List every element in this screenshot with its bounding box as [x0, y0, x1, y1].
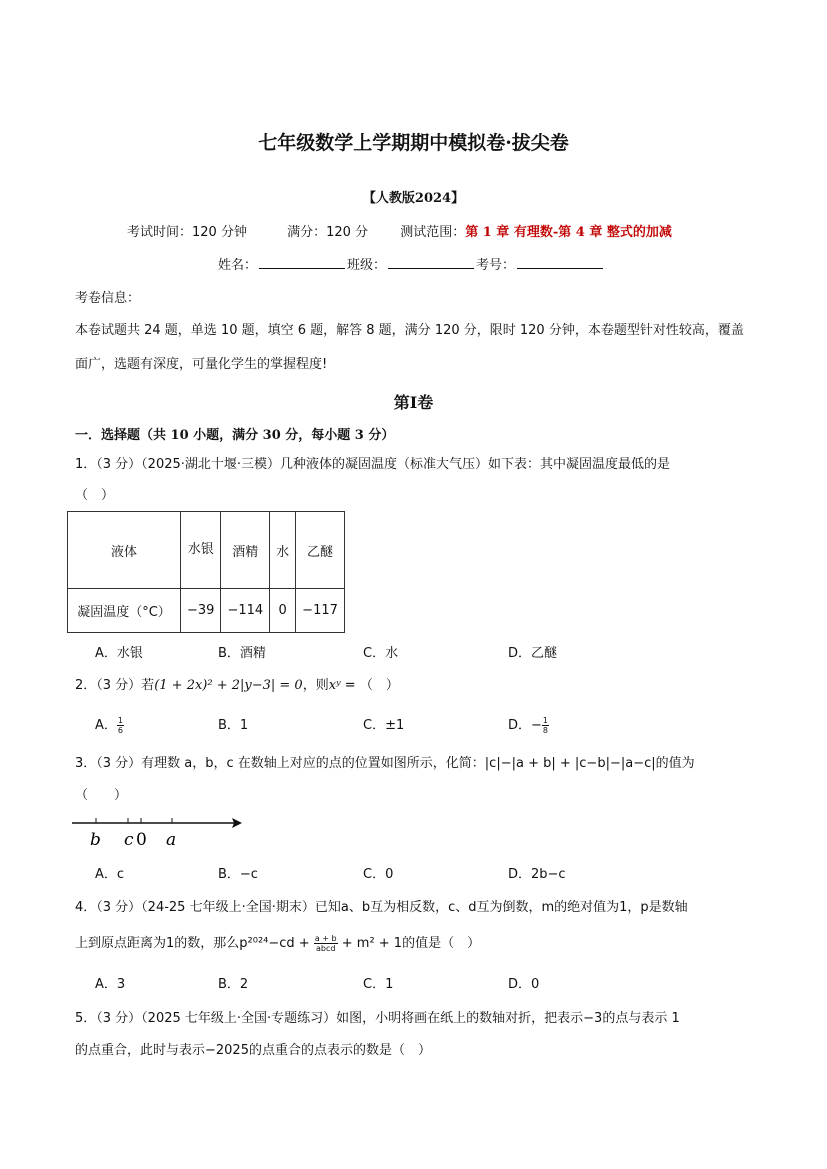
range-label: 测试范围： — [400, 225, 466, 240]
fraction — [117, 716, 124, 735]
table-header: 乙醚 — [296, 512, 345, 589]
q1-option-c[interactable]: C．水 — [363, 646, 399, 661]
question-1-stem: 1．（3 分）（2025·湖北十堰·三模）几种液体的凝固温度（标准大气压）如下表：其中凝固温度最低的是 — [75, 457, 671, 472]
numerator: 1 — [117, 716, 123, 725]
formula: xʸ — [328, 678, 341, 693]
table-cell: −39 — [181, 589, 221, 633]
question-1-blank: （ ） — [75, 488, 115, 503]
q4-option-b[interactable]: B．2 — [218, 977, 249, 992]
number-line-figure — [70, 815, 250, 855]
edition-label: 【人教版2024】 — [362, 191, 465, 206]
full-score: 满分：120 分 — [287, 225, 369, 240]
class-field[interactable] — [388, 256, 474, 269]
table-cell: −114 — [221, 589, 270, 633]
numerator: 1 — [542, 716, 548, 725]
info-text: 本卷试题共 24 题，单选 10 题，填空 6 题，解答 8 题，满分 120 分，限时 120 分钟，本卷题型针对性较高，覆盖 — [75, 323, 744, 338]
student-fields — [218, 254, 605, 273]
info-text-cont: 面广，选题有深度，可量化学生的掌握程度! — [75, 357, 328, 372]
question-4-stem: 4．（3 分）（24-25 七年级上·全国·期末）已知a、b互为相反数，c、d互为倒数，m的绝对值为1，p是数轴 — [75, 900, 688, 915]
axis-label-c: c — [124, 830, 134, 850]
q3-option-c[interactable]: C．0 — [363, 867, 394, 882]
denominator: abcd — [315, 944, 336, 953]
info-label: 考卷信息： — [75, 291, 141, 306]
question-3-blank: （ ） — [75, 788, 128, 803]
q2-option-a[interactable] — [95, 714, 124, 735]
table-cell: −117 — [296, 589, 345, 633]
number-label: 考号： — [476, 258, 516, 273]
stem-text: 2．（3 分）若 — [75, 678, 155, 693]
q4-option-d[interactable]: D．0 — [508, 977, 540, 992]
q1-option-b[interactable]: B．酒精 — [218, 646, 266, 661]
question-3-stem: 3．（3 分）有理数 a，b，c 在数轴上对应的点的位置如图所示，化简：|c|−|a + b| + |c−b|−|a−c|的值为 — [75, 756, 695, 771]
question-5-stem-cont: 的点重合，此时与表示−2025的点重合的点表示的数是（ ） — [75, 1043, 431, 1058]
fraction — [314, 934, 338, 953]
table-header: 水银 — [181, 512, 221, 589]
range-value: 第 1 章 有理数-第 4 章 整式的加减 — [465, 225, 672, 240]
section-header: 一．选择题（共 10 小题，满分 30 分，每小题 3 分） — [75, 428, 395, 443]
q2-option-c[interactable]: C．±1 — [363, 718, 405, 733]
axis-label-b: b — [90, 830, 101, 850]
q3-option-d[interactable]: D．2b−c — [508, 867, 566, 882]
table-cell: 0 — [270, 589, 296, 633]
table-header: 水 — [270, 512, 296, 589]
name-field[interactable] — [259, 256, 345, 269]
stem-text: ，则 — [302, 678, 329, 693]
stem-text: + m² + 1的值是（ ） — [341, 936, 481, 951]
axis-label-a: a — [166, 830, 177, 850]
option-label: A． — [95, 718, 117, 733]
q2-option-d[interactable] — [508, 714, 549, 735]
table-header: 液体 — [68, 512, 181, 589]
stem-text: = （ ） — [340, 678, 399, 693]
q2-option-b[interactable]: B．1 — [218, 718, 249, 733]
stem-text: 上到原点距离为1的数，那么p²⁰²⁴−cd + — [75, 936, 310, 951]
q3-option-a[interactable]: A．c — [95, 867, 125, 882]
number-field[interactable] — [517, 256, 603, 269]
question-5-stem: 5．（3 分）（2025 七年级上·全国·专题练习）如图，小明将画在纸上的数轴对折，把表示−3的点与表示 1 — [75, 1011, 680, 1026]
q3-option-b[interactable]: B．−c — [218, 867, 258, 882]
formula: (1 + 2x)² + 2|y−3| = 0 — [154, 678, 303, 693]
exam-time: 考试时间：120 分钟 — [127, 225, 247, 240]
q4-option-c[interactable]: C．1 — [363, 977, 394, 992]
q4-option-a[interactable]: A．3 — [95, 977, 126, 992]
numerator: a + b — [314, 934, 337, 943]
denominator: 8 — [542, 726, 548, 735]
name-label: 姓名： — [218, 258, 258, 273]
axis-label-0: 0 — [136, 830, 147, 850]
option-label: D．− — [508, 718, 542, 733]
table-header: 酒精 — [221, 512, 270, 589]
denominator: 6 — [117, 726, 123, 735]
part-title: 第I卷 — [393, 393, 434, 412]
q1-option-a[interactable]: A．水银 — [95, 646, 143, 661]
question-4-stem-cont — [75, 932, 480, 953]
exam-info — [127, 221, 672, 240]
class-label: 班级： — [347, 258, 387, 273]
table-cell: 凝固温度（°C） — [68, 589, 181, 633]
freezing-table — [67, 511, 345, 633]
document-title: 七年级数学上学期期中模拟卷·拔尖卷 — [258, 132, 569, 154]
question-2-stem — [75, 674, 399, 693]
fraction — [542, 716, 549, 735]
q1-option-d[interactable]: D．乙醚 — [508, 646, 558, 661]
